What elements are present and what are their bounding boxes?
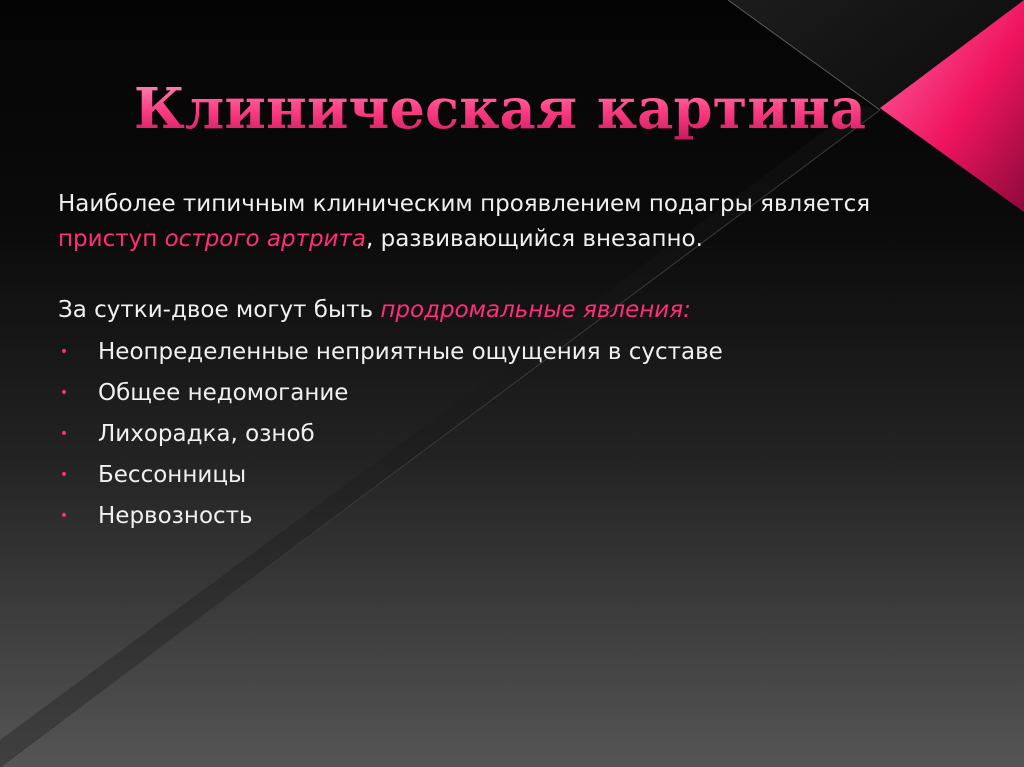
list-item-text: Лихорадка, озноб: [98, 421, 315, 447]
bullet-icon: •: [59, 467, 69, 483]
list-item-text: Бессонницы: [98, 462, 247, 488]
list-item: [58, 455, 918, 496]
bullet-icon: •: [59, 385, 69, 401]
prodromal-symptoms-list: [58, 332, 918, 537]
bullet-icon: •: [59, 344, 69, 360]
list-item-text: Общее недомогание: [98, 380, 349, 406]
slide-title: Клиническая картина: [0, 74, 1000, 144]
paragraph1-text-after: , развивающийся внезапно.: [365, 226, 703, 252]
list-item: [58, 414, 918, 455]
paragraph-gout-attack: [58, 187, 918, 257]
list-item: [58, 496, 918, 537]
slide-body: [58, 187, 918, 537]
paragraph1-accent-italic: острого артрита: [164, 226, 366, 252]
bullet-icon: •: [59, 426, 69, 442]
list-item-text: Нервозность: [98, 503, 253, 529]
list-item: [58, 373, 918, 414]
paragraph2-text-before: За сутки-двое могут быть: [58, 297, 381, 323]
bullet-icon: •: [59, 508, 69, 524]
paragraph-prodromal: [58, 293, 918, 328]
list-item-text: Неопределенные неприятные ощущения в суставе: [98, 339, 723, 365]
list-item: [58, 332, 918, 373]
paragraph1-accent-plain: приступ: [58, 226, 165, 252]
paragraph1-text-before: Наиболее типичным клиническим проявлением подагры является: [58, 191, 871, 217]
paragraph2-accent-italic: продромальные явления:: [380, 297, 691, 323]
